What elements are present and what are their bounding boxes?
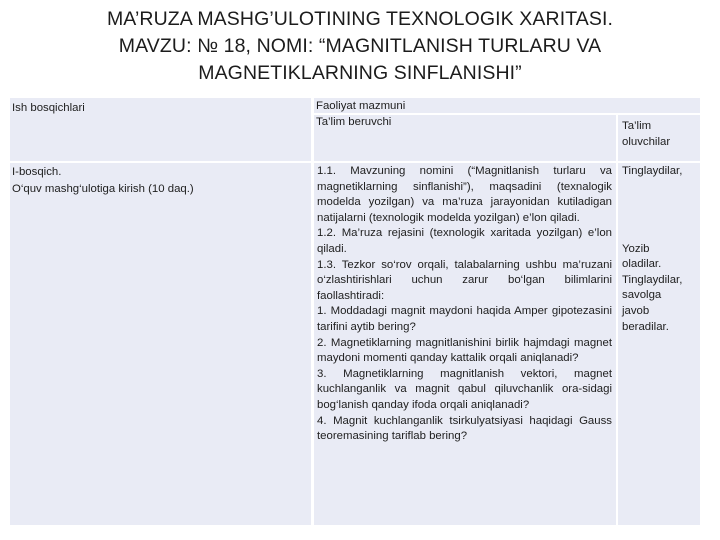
header-stages-label: Ish bosqichlari [12,102,85,114]
student-activity-first: Tinglaydilar, [622,165,683,177]
teacher-paragraph-1-2: 1.2. Ma’ruza rejasini (texnologik xaritada yozilgan) e’lon qiladi. [317,227,612,255]
teacher-activity-cell [314,163,616,525]
student-activity-line: javob [622,304,650,317]
teacher-paragraph-1-3: 1.3. Tezkor so‘rov orqali, talabalarning ushbu ma’ruzani o‘zlashtirishlari uchun zarur bo‘lgan bilimlarini faollashtiradi: [317,258,612,302]
stage-cell [10,163,311,525]
header-students-line-1: Ta’lim [622,120,652,132]
title-line-1: MA’RUZA MASHG’ULOTINING TEXNOLOGIK XARITASI. [106,8,614,30]
student-activity-line: Tinglaydilar, [622,273,683,286]
teacher-paragraph-1-1: 1.1. Mavzuning nomini (“Magnitlanish turlaru va magnetiklarning sinflanishi”), maqsadini (texnalogik modelda yozilgan) va ma’ruza jarayonidan kutiladigan natijalarni (texnologik modelda yozilgan) e’lon qiladi. [317,165,612,224]
header-students-cell [618,115,700,161]
question-1: 1. Moddadagi magnit maydoni haqida Amper gipotezasini tarifini aytib bering? [317,305,612,333]
question-2: 2. Magnetiklarning magnitlanishini birlik hajmdagi magnet maydoni momenti qanday kattalik orqali aniqlanadi? [317,336,612,365]
student-activity-line: oladilar. [622,258,662,271]
student-activity-line: savolga [622,289,662,302]
stage-description: O‘quv mashg‘ulotiga kirish (10 daq.) [12,182,194,195]
header-teacher-label: Ta’lim beruvchi [316,116,392,128]
stage-title: I-bosqich. [12,166,62,178]
question-3: 3. Magnetiklarning magnitlanish vektori, magnet kuchlanganlik va magnit qabul qiluvchanlik ora-sidagi bog‘lanish qanday ifoda orqali aniqlanadi? [317,367,612,411]
header-activity-label: Faoliyat mazmuni [316,100,406,112]
title-line-2: MAVZU: № 18, NOMI: “MAGNITLANISH TURLARU VA [118,35,602,57]
question-4: 4. Magnit kuchlanganlik tsirkulyatsiyasi haqidagi Gauss teoremasining tariflab bering? [317,414,612,443]
student-activity-line: beradilar. [622,320,669,333]
header-stages-cell [10,98,311,161]
header-activity-cell [314,98,700,113]
student-activity-line: Yozib [622,242,650,255]
header-teacher-cell [314,115,616,161]
page-title [0,6,720,87]
header-students-line-2: oluvchilar [622,136,671,148]
title-line-3: MAGNETIKLARNING SINFLANISHI” [198,62,522,84]
student-activity-cell [618,163,700,525]
